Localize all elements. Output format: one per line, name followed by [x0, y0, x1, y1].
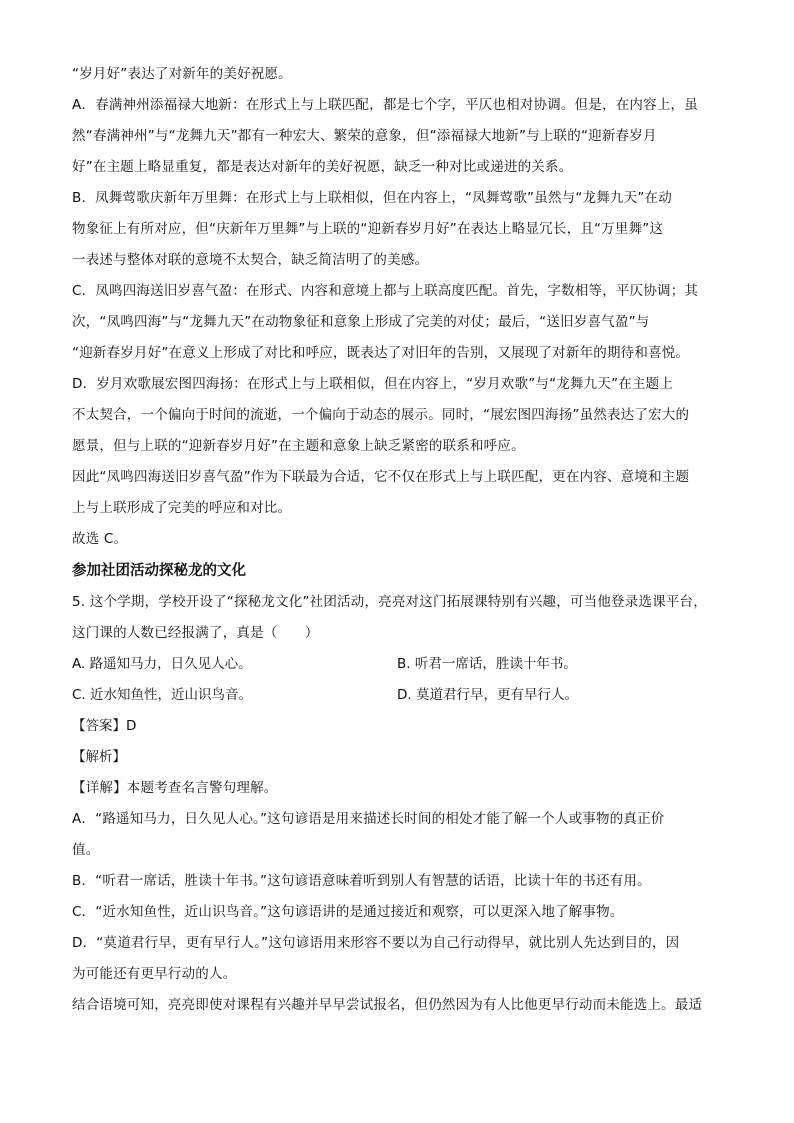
option-b: B. 听君一席话，胜读十年书。: [397, 656, 577, 672]
analysis-tag: 【解析】: [72, 749, 126, 765]
option-a: A. 路遥知马力，日久见人心。: [72, 656, 252, 672]
detail-line: A．“路遥知马力，日久见人心。”这句谚语是用来描述长时间的相处才能了解一个人或事物的真正价: [72, 811, 665, 827]
analysis-line: “岁月好”表达了对新年的美好祝愿。: [72, 66, 292, 82]
detail-line: 【详解】本题考查名言警句理解。: [72, 780, 278, 796]
analysis-line: C．凤鸣四海送旧岁喜气盈：在形式、内容和意境上都与上联高度匹配。首先，字数相等，平仄协调；其: [72, 283, 699, 299]
detail-line: 为可能还有更早行动的人。: [72, 966, 237, 982]
previous-analysis: [72, 64, 732, 549]
question-stem: 这门课的人数已经报满了，真是（ ）: [72, 625, 319, 641]
analysis-line: D．岁月欢歌展宏图四海扬：在形式上与上联相似，但在内容上，“岁月欢歌”与“龙舞九天”在主题上: [72, 376, 674, 392]
answer-conclusion: 故选 C。: [72, 531, 128, 547]
section-heading: 参加社团活动探秘龙的文化: [72, 563, 246, 579]
detail-line: 结合语境可知，亮亮即使对课程有兴趣并早早尝试报名，但仍然因为有人比他更早行动而未能选上。最适: [72, 997, 703, 1013]
analysis-line: B．凤舞莺歌庆新年万里舞：在形式上与上联相似，但在内容上，“凤舞莺歌”虽然与“龙舞九天”在动: [72, 190, 672, 206]
analysis-line: “迎新春岁月好”在意义上形成了对比和呼应，既表达了对旧年的告别，又展现了对新年的期待和喜悦。: [72, 345, 690, 361]
detail-line: B．“听君一席话，胜读十年书。”这句谚语意味着听到别人有智慧的话语，比读十年的书还有用。: [72, 873, 651, 889]
analysis-line: 次，“凤鸣四海”与“龙舞九天”在动物象征和意象上形成了完美的对仗；最后，“送旧岁喜气盈”与: [72, 314, 650, 330]
analysis-line: 愿景，但与上联的“迎新春岁月好”在主题和意象上缺乏紧密的联系和呼应。: [72, 438, 525, 454]
question-5: [72, 592, 732, 1015]
question-stem: 5. 这个学期，学校开设了“探秘龙文化”社团活动，亮亮对这门拓展课特别有兴趣，可当他登录选课平台，: [72, 594, 707, 610]
analysis-line: A．春满神州添福禄大地新：在形式上与上联匹配，都是七个字，平仄也相对协调。但是，在内容上，虽: [72, 97, 698, 113]
answer-tag: 【答案】D: [72, 718, 137, 734]
analysis-line: 好”在主题上略显重复，都是表达对新年的美好祝愿，缺乏一种对比或递进的关系。: [72, 159, 573, 175]
detail-line: 值。: [72, 842, 100, 858]
analysis-line: 物象征上有所对应，但“庆新年万里舞”与上联的“迎新春岁月好”在表达上略显冗长，且“万里舞”这: [72, 221, 664, 237]
option-d: D. 莫道君行早，更有早行人。: [397, 687, 578, 703]
page-content: [72, 64, 732, 1026]
analysis-line: 不太契合，一个偏向于时间的流逝，一个偏向于动态的展示。同时，“展宏图四海扬”虽然表达了宏大的: [72, 407, 690, 423]
option-row: [72, 685, 732, 705]
detail-line: D．“莫道君行早，更有早行人。”这句谚语用来形容不要以为自己行动得早，就比别人先达到目的，因: [72, 935, 680, 951]
analysis-line: 一表述与整体对联的意境不太契合，缺乏简洁明了的美感。: [72, 252, 429, 268]
option-row: [72, 654, 732, 674]
analysis-line: 因此“凤鸣四海送旧岁喜气盈”作为下联最为合适，它不仅在形式上与上联匹配，更在内容、意境和主题: [72, 469, 690, 485]
option-c: C. 近水知鱼性，近山识鸟音。: [72, 687, 253, 703]
analysis-line: 然“春满神州”与“龙舞九天”都有一种宏大、繁荣的意象，但“添福禄大地新”与上联的“迎新春岁月: [72, 128, 657, 144]
analysis-line: 上与上联形成了完美的呼应和对比。: [72, 500, 292, 516]
detail-line: C．“近水知鱼性，近山识鸟音。”这句谚语讲的是通过接近和观察，可以更深入地了解事物。: [72, 904, 624, 920]
